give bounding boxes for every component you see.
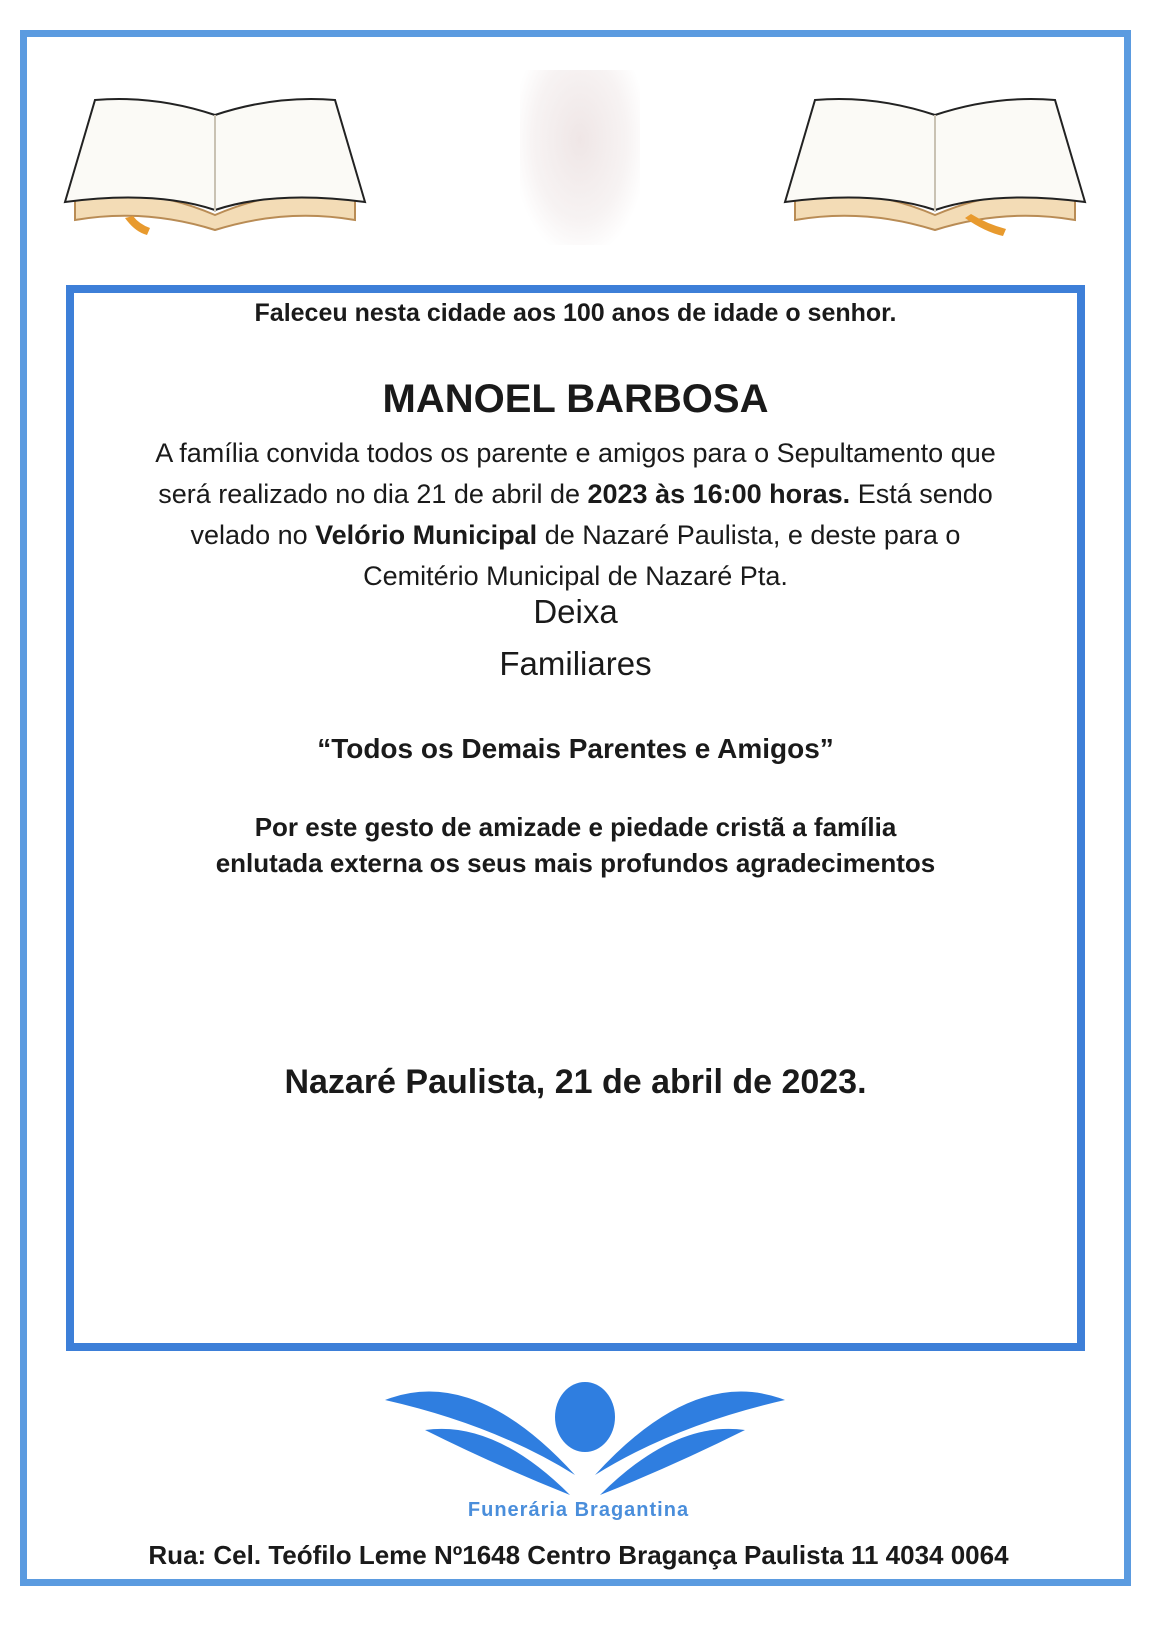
intro-text: Faleceu nesta cidade aos 100 anos de idade o senhor. [254,299,897,327]
quote-text: “Todos os Demais Parentes e Amigos” [317,733,834,764]
invitation-line: velado no Velório Municipal de Nazaré Paulista, e deste para o [190,520,961,550]
place-date: Nazaré Paulista, 21 de abril de 2023. [284,1063,867,1101]
leaves-label: Deixa [533,593,618,630]
leaves-value: Familiares [499,645,652,682]
thanks-line: Por este gesto de amizade e piedade cristã a família [254,812,897,842]
address-line: Rua: Cel. Teófilo Leme Nº1648 Centro Bragança Paulista 11 4034 0064 [148,1540,1009,1570]
invitation-line: Cemitério Municipal de Nazaré Pta. [363,561,788,591]
thanks-line: enlutada externa os seus mais profundos agradecimentos [215,848,936,878]
open-book-icon [775,90,1095,250]
invitation-line: A família convida todos os parente e amigos para o Sepultamento que [155,438,996,468]
announcement-box [66,285,1085,1351]
thanks-text [74,809,1077,881]
invitation-paragraph [74,433,1077,597]
invitation-line: será realizado no dia 21 de abril de 2023 às 16:00 horas. Está sendo [158,479,993,509]
portrait-photo [520,70,640,245]
open-book-icon [55,90,375,250]
funeral-home-logo [385,1375,785,1505]
deceased-name: MANOEL BARBOSA [382,377,769,421]
brand-name: Funerária Bragantina [467,1499,690,1521]
